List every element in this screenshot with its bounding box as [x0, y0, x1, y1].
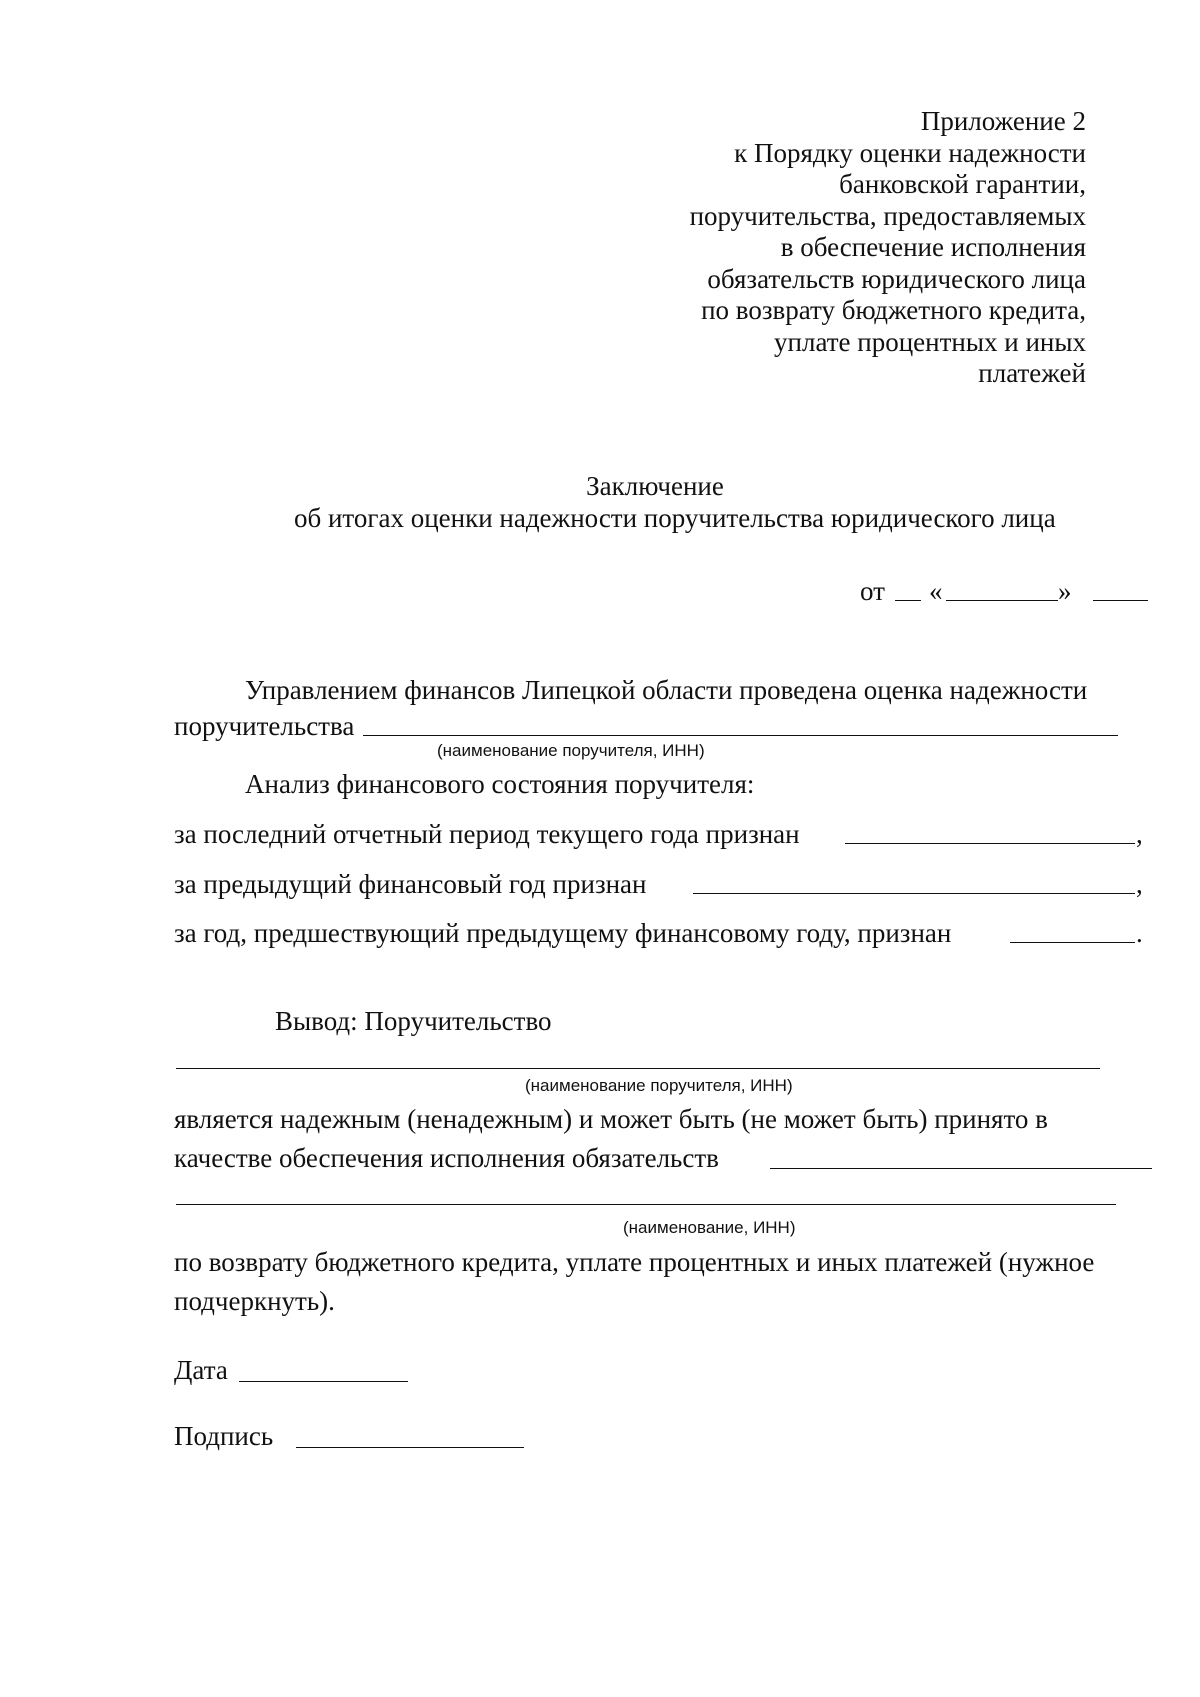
- hint-guarantor: (наименование поручителя, ИНН): [437, 741, 705, 760]
- period3-period: .: [1136, 918, 1143, 948]
- signature-blank[interactable]: [296, 1447, 524, 1448]
- period2-label: за предыдущий финансовый год признан: [174, 869, 647, 899]
- appendix-line: Приложение 2: [920, 106, 1086, 136]
- period2-blank[interactable]: [693, 893, 1135, 894]
- guarantor-name-blank[interactable]: [363, 735, 1118, 736]
- document-title: Заключение: [586, 471, 724, 501]
- period3-label: за год, предшествующий предыдущему финансовому году, признан: [174, 918, 952, 948]
- appendix-line: банковской гарантии,: [839, 169, 1086, 199]
- hint-name: (наименование, ИНН): [623, 1218, 796, 1237]
- repayment-line2: подчеркнуть).: [174, 1286, 335, 1316]
- date-label: Дата: [174, 1355, 228, 1385]
- appendix-line: обязательств юридического лица: [707, 263, 1086, 294]
- open-quote: «: [929, 576, 943, 606]
- close-quote: »: [1058, 576, 1072, 606]
- period1-comma: ,: [1136, 819, 1143, 849]
- repayment-line1: по возврату бюджетного кредита, уплате процентных и иных платежей (нужное: [174, 1247, 1095, 1277]
- period1-blank[interactable]: [845, 843, 1135, 844]
- appendix-header: [566, 106, 1086, 390]
- analysis-heading: Анализ финансового состояния поручителя:: [245, 769, 755, 799]
- conclusion-guarantor-blank[interactable]: [176, 1068, 1100, 1069]
- conclusion-label: Вывод: Поручительство: [275, 1006, 552, 1036]
- appendix-line: к Порядку оценки надежности: [734, 137, 1086, 168]
- period1-label: за последний отчетный период текущего года признан: [174, 819, 800, 849]
- hint-guarantor-2: (наименование поручителя, ИНН): [525, 1076, 793, 1095]
- document-subtitle: об итогах оценки надежности поручительства юридического лица: [294, 503, 1056, 533]
- para1-line2: поручительства: [174, 711, 355, 741]
- appendix-line: в обеспечение исполнения: [780, 232, 1086, 262]
- para1-line1: Управлением финансов Липецкой области проведена оценка надежности: [245, 675, 1088, 705]
- obligor-name-blank[interactable]: [176, 1204, 1116, 1205]
- appendix-line: поручительства, предоставляемых: [689, 200, 1086, 231]
- date-year-blank[interactable]: [1093, 600, 1148, 601]
- appendix-line: по возврату бюджетного кредита,: [701, 295, 1086, 325]
- appendix-line: уплате процентных и иных: [774, 326, 1086, 357]
- signature-label: Подпись: [174, 1421, 274, 1451]
- date-from-label: от: [860, 576, 885, 606]
- period3-blank[interactable]: [1010, 942, 1135, 943]
- period2-comma: ,: [1136, 869, 1143, 899]
- date-day-blank[interactable]: [895, 600, 921, 601]
- obligations-blank[interactable]: [770, 1168, 1152, 1169]
- date-month-blank[interactable]: [946, 600, 1058, 601]
- appendix-line: платежей: [978, 358, 1086, 388]
- date-blank[interactable]: [239, 1381, 408, 1382]
- obligations-line: качестве обеспечения исполнения обязательств: [174, 1143, 719, 1173]
- reliability-line: является надежным (ненадежным) и может быть (не может быть) принято в: [174, 1104, 1048, 1134]
